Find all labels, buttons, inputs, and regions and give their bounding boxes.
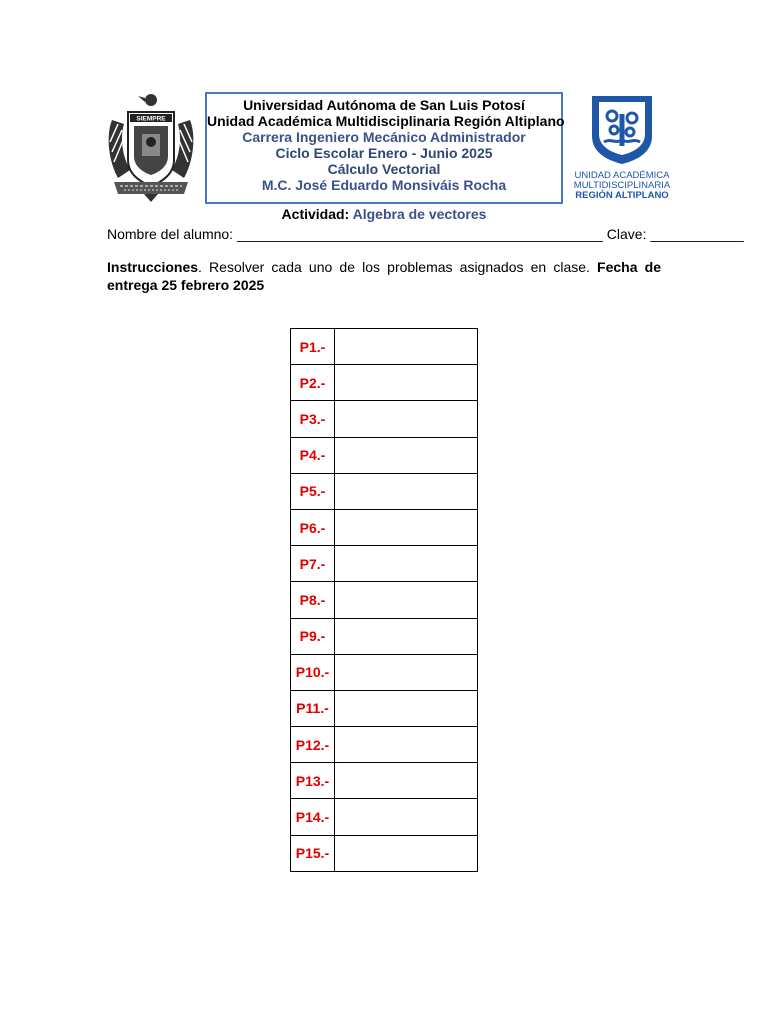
- school-cycle: Ciclo Escolar Enero - Junio 2025: [275, 145, 493, 161]
- problem-row: [291, 401, 478, 437]
- logo-line-1: UNIDAD ACADÉMICA: [574, 170, 670, 181]
- activity-label: Actividad:: [281, 206, 350, 222]
- problem-answer-cell[interactable]: [334, 799, 477, 835]
- problem-label: P12.-: [291, 727, 335, 763]
- problem-label: P4.-: [291, 437, 335, 473]
- problem-row: [291, 437, 478, 473]
- problem-answer-cell[interactable]: [334, 365, 477, 401]
- problem-row: [291, 618, 478, 654]
- problem-answer-cell[interactable]: [334, 401, 477, 437]
- problem-label: P2.-: [291, 365, 335, 401]
- instructions-label: Instrucciones: [107, 259, 199, 275]
- problem-answer-cell[interactable]: [334, 690, 477, 726]
- problem-label: P10.-: [291, 654, 335, 690]
- problem-label: P5.-: [291, 473, 335, 509]
- key-blank: ____________: [650, 226, 744, 242]
- problem-answer-cell[interactable]: [334, 509, 477, 545]
- problem-label: P9.-: [291, 618, 335, 654]
- name-blank: _______________________________________________: [236, 226, 603, 242]
- problem-row: [291, 690, 478, 726]
- logo-line-3: REGIÓN ALTIPLANO: [575, 190, 669, 201]
- activity-title: [0, 206, 768, 222]
- problem-row: [291, 329, 478, 365]
- problem-answer-cell[interactable]: [334, 437, 477, 473]
- career-name: Carrera Ingeniero Mecánico Administrador: [242, 129, 526, 145]
- problem-row: [291, 509, 478, 545]
- problem-answer-cell[interactable]: [334, 473, 477, 509]
- academic-unit: Unidad Académica Multidisciplinaria Región Altiplano: [207, 113, 565, 129]
- student-line: [107, 226, 744, 242]
- problem-label: P14.-: [291, 799, 335, 835]
- problem-label: P8.-: [291, 582, 335, 618]
- problem-answer-cell[interactable]: [334, 546, 477, 582]
- unit-logo-icon: [588, 92, 656, 166]
- problem-answer-cell[interactable]: [334, 329, 477, 365]
- problem-row: [291, 473, 478, 509]
- problem-label: P7.-: [291, 546, 335, 582]
- due-date: Fecha de entrega 25 febrero 2025: [107, 259, 661, 293]
- activity-value: Algebra de vectores: [352, 206, 487, 222]
- problem-row: [291, 763, 478, 799]
- problem-answer-cell[interactable]: [334, 727, 477, 763]
- problem-row: [291, 727, 478, 763]
- problem-row: [291, 582, 478, 618]
- teacher-name: M.C. José Eduardo Monsiváis Rocha: [261, 177, 507, 193]
- problem-answer-cell[interactable]: [334, 618, 477, 654]
- problem-answer-cell[interactable]: [334, 654, 477, 690]
- seal-motto: SIEMPRE: [136, 115, 166, 123]
- university-name: Universidad Autónoma de San Luis Potosí: [243, 97, 525, 113]
- problem-row: [291, 835, 478, 871]
- key-label: Clave:: [606, 226, 647, 242]
- problem-row: [291, 799, 478, 835]
- problem-row: [291, 546, 478, 582]
- logo-line-2: MULTIDISCIPLINARIA: [573, 180, 671, 191]
- problem-answer-cell[interactable]: [334, 835, 477, 871]
- unit-logo: [570, 92, 674, 204]
- problem-label: P11.-: [291, 690, 335, 726]
- university-seal-icon: [104, 90, 198, 202]
- problem-label: P13.-: [291, 763, 335, 799]
- problem-answer-cell[interactable]: [334, 582, 477, 618]
- course-name: Cálculo Vectorial: [327, 161, 441, 177]
- header-box: [205, 92, 563, 204]
- problem-row: [291, 365, 478, 401]
- problem-label: P15.-: [291, 835, 335, 871]
- problem-label: P3.-: [291, 401, 335, 437]
- problem-row: [291, 654, 478, 690]
- instructions-text: . Resolver cada uno de los problemas asignados en clase.: [198, 259, 598, 275]
- name-label: Nombre del alumno:: [107, 226, 234, 242]
- problem-label: P6.-: [291, 509, 335, 545]
- problem-label: P1.-: [291, 329, 335, 365]
- problems-table: [290, 328, 478, 872]
- problem-answer-cell[interactable]: [334, 763, 477, 799]
- instructions: [107, 258, 661, 294]
